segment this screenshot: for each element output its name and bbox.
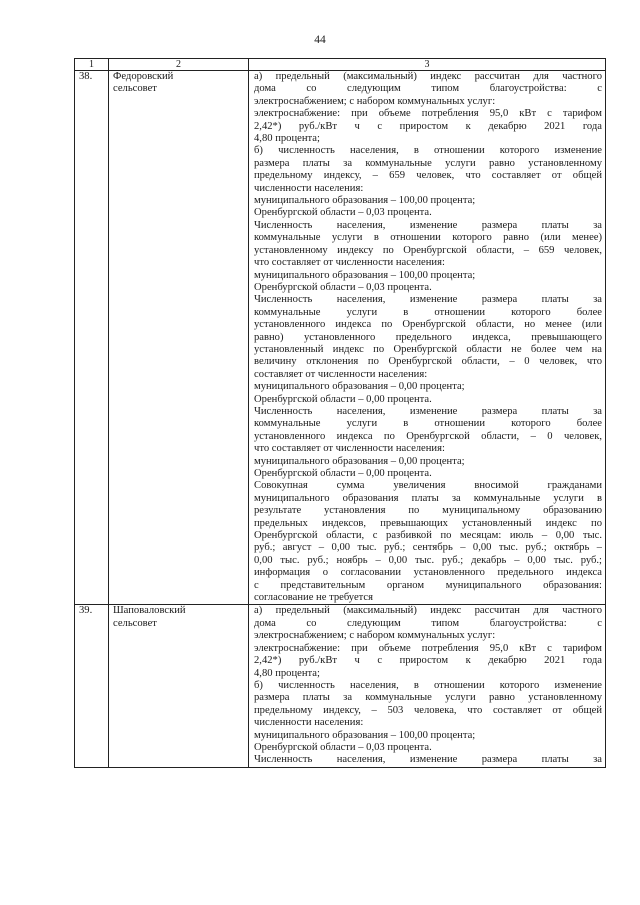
text-line: численности населения: xyxy=(254,717,364,729)
text-line: Совокупная сумма увеличения вносимой гражданами xyxy=(254,480,602,492)
header-col-3: 3 xyxy=(249,59,606,71)
text-line: муниципального образования платы за коммунальные услуги в xyxy=(254,492,602,504)
text-line: с представительным органом муниципального образования: xyxy=(254,579,602,591)
text-line: 4,80 процента; xyxy=(254,133,320,145)
text-line: Численность населения, изменение размера платы за xyxy=(254,294,602,306)
text-line: предельному индексу, – 659 человек, что составляет от общей xyxy=(254,170,602,182)
text-line: муниципального образования – 100,00 процента; xyxy=(254,269,476,281)
text-line: установленного индекса по Оренбургской области, но менее (или xyxy=(254,319,602,331)
index-description xyxy=(249,605,606,767)
text-line: составляет от численности населения: xyxy=(254,368,428,380)
municipality-name xyxy=(109,605,249,767)
text-line: установленного индекса по Оренбургской области, – 0 человек, xyxy=(254,430,602,442)
text-line: коммунальные услуги в отношении которого равно (или менее) xyxy=(254,232,602,244)
table-header-row xyxy=(75,59,606,71)
text-line: установленному индексу по Оренбургской области, – 659 человек, xyxy=(254,244,602,256)
municipality-name-line: сельсовет xyxy=(113,617,157,629)
text-line: размера платы за коммунальные услуги равно установленному xyxy=(254,692,602,704)
text-line: муниципального образования – 0,00 процента; xyxy=(254,381,465,393)
text-line: 0,00 тыс. руб.; ноябрь – 0,00 тыс. руб.; декабрь – 0,00 тыс. руб.; xyxy=(254,554,602,566)
text-line: Оренбургской области – 0,03 процента. xyxy=(254,207,432,219)
text-line: муниципального образования – 100,00 процента; xyxy=(254,195,476,207)
municipality-name-line: сельсовет xyxy=(113,83,157,95)
text-line: предельных индексов, превышающих установленный индекс по xyxy=(254,517,602,529)
text-line: а) предельный (максимальный) индекс рассчитан для частного xyxy=(254,605,602,617)
text-line: Численность населения, изменение размера платы за xyxy=(254,405,602,417)
text-line: руб.; август – 0,00 тыс. руб.; сентябрь – 0,00 тыс. руб.; октябрь – xyxy=(254,542,602,554)
text-line: 2,42*) руб./кВт ч с приростом к декабрю 2021 года xyxy=(254,120,602,132)
text-line: муниципального образования – 100,00 процента; xyxy=(254,729,476,741)
text-line: информация о согласовании установленного предельного индекса xyxy=(254,567,602,579)
text-line: коммунальные услуги в отношении которого более xyxy=(254,418,602,430)
text-line: электроснабжение: при объеме потребления 95,0 кВт с тарифом xyxy=(254,642,602,654)
municipality-name-line: Шаповаловский xyxy=(113,605,186,617)
text-line: численности населения: xyxy=(254,182,364,194)
text-line: равно) установленного предельного индекса, превышающего xyxy=(254,331,602,343)
text-line: размера платы за коммунальные услуги равно установленному xyxy=(254,157,602,169)
index-description xyxy=(249,71,606,605)
text-line: Численность населения, изменение размера платы за xyxy=(254,754,602,766)
header-col-1: 1 xyxy=(75,59,109,71)
text-line: 2,42*) руб./кВт ч с приростом к декабрю 2021 года xyxy=(254,655,602,667)
text-line: установленный индекс по Оренбургской области не более чем на xyxy=(254,343,602,355)
municipal-index-table xyxy=(74,58,606,768)
text-line: электроснабжением; с набором коммунальных услуг: xyxy=(254,630,496,642)
page-number: 44 xyxy=(314,34,326,46)
municipality-name-line: Федоровский xyxy=(113,71,174,82)
row-number: 38. xyxy=(75,71,109,605)
text-line: Оренбургской области – 0,00 процента. xyxy=(254,468,432,479)
text-line: электроснабжением; с набором коммунальных услуг: xyxy=(254,95,496,107)
text-line: величину отклонения по Оренбургской области, – 0 человек, что xyxy=(254,356,602,368)
text-line: а) предельный (максимальный) индекс рассчитан для частного xyxy=(254,71,602,82)
text-line: Оренбургской области, с разбивкой по месяцам: июль – 0,00 тыс. xyxy=(254,530,602,542)
table-row xyxy=(75,605,606,767)
text-line: 4,80 процента; xyxy=(254,667,320,679)
text-line: коммунальные услуги в отношении которого более xyxy=(254,306,602,318)
text-line: дома со следующим типом благоустройства: с xyxy=(254,617,602,629)
text-line: муниципального образования – 0,00 процента; xyxy=(254,455,465,467)
text-line: дома со следующим типом благоустройства: с xyxy=(254,83,602,95)
text-line: согласование не требуется xyxy=(254,592,374,604)
text-line: б) численность населения, в отношении которого изменение xyxy=(254,145,602,157)
table-row xyxy=(75,71,606,605)
text-line: предельному индексу, – 503 человека, что составляет от общей xyxy=(254,704,602,716)
text-line: что составляет от численности населения: xyxy=(254,443,445,455)
text-line: Оренбургской области – 0,00 процента. xyxy=(254,393,432,405)
text-line: Оренбургской области – 0,03 процента. xyxy=(254,281,432,293)
header-col-2: 2 xyxy=(109,59,249,71)
text-line: б) численность населения, в отношении которого изменение xyxy=(254,679,602,691)
text-line: результате установления по муниципальному образованию xyxy=(254,505,602,517)
text-line: Оренбургской области – 0,03 процента. xyxy=(254,741,432,753)
municipality-name xyxy=(109,71,249,605)
text-line: Численность населения, изменение размера платы за xyxy=(254,219,602,231)
text-line: электроснабжение: при объеме потребления 95,0 кВт с тарифом xyxy=(254,108,602,120)
row-number: 39. xyxy=(75,605,109,767)
text-line: что составляет от численности населения: xyxy=(254,257,445,269)
